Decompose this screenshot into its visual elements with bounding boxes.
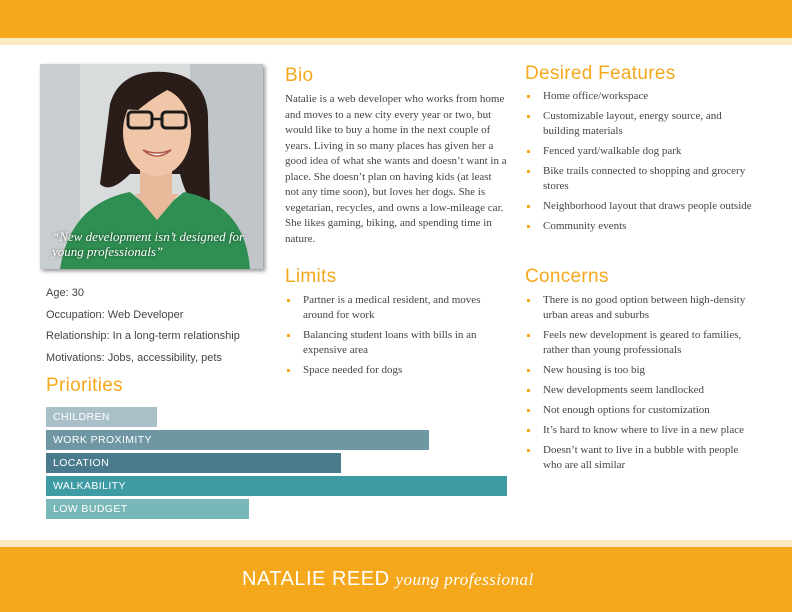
top-banner	[0, 0, 792, 38]
priorities-heading: Priorities	[46, 375, 123, 396]
bio-text: Natalie is a web developer who works from home and moves to a new city every year or two, but would like to buy a home in the next couple of years. Living in so many places has given her a good idea of what she wants and doesn’t want in a place. She doesn’t plan on having kids (at least not any time soon), but loves her dogs. She is vegetarian, recycles, and owns a low-mileage car. She likes gaming, biking, and spending time in nature.	[285, 93, 507, 245]
bottom-stripe	[0, 540, 792, 547]
fact-relationship: Relationship: In a long-term relationship	[46, 330, 240, 342]
top-stripe	[0, 38, 792, 45]
desired-features-heading: Desired Features	[525, 63, 676, 84]
persona-quote: “New development isn’t designed for young professionals”	[52, 229, 245, 259]
priority-bar-walkability: WALKABILITY	[46, 476, 507, 496]
priority-bar-work-proximity: WORK PROXIMITY	[46, 430, 429, 450]
list-item: Home office/workspace	[525, 89, 755, 104]
bio-heading: Bio	[285, 65, 314, 86]
list-item: Fenced yard/walkable dog park	[525, 144, 755, 159]
persona-name: NATALIE REED	[242, 568, 390, 590]
list-item: Doesn’t want to live in a bubble with people who are all similar	[525, 443, 755, 473]
list-item: Not enough options for customization	[525, 403, 755, 418]
fact-motivations: Motivations: Jobs, accessibility, pets	[46, 351, 222, 364]
list-item: Space needed for dogs	[285, 363, 510, 378]
persona-facts	[46, 283, 240, 369]
concerns-list	[525, 293, 755, 478]
list-item: Partner is a medical resident, and moves around for work	[285, 293, 510, 323]
list-item: Community events	[525, 219, 755, 234]
list-item: Bike trails connected to shopping and grocery stores	[525, 164, 755, 194]
priority-bar-location: LOCATION	[46, 453, 341, 473]
list-item: Customizable layout, energy source, and building materials	[525, 109, 755, 139]
priority-bar-children: CHILDREN	[46, 407, 157, 427]
limits-heading: Limits	[285, 266, 337, 287]
fact-occupation: Occupation: Web Developer	[46, 308, 184, 321]
limits-list	[285, 293, 510, 383]
desired-features-list	[525, 89, 755, 239]
persona-role: young professional	[395, 570, 534, 589]
list-item: New developments seem landlocked	[525, 383, 755, 398]
footer-persona-name	[242, 568, 534, 591]
list-item: Balancing student loans with bills in an expensive area	[285, 328, 510, 358]
list-item: It’s hard to know where to live in a new place	[525, 423, 755, 438]
list-item: There is no good option between high-density urban areas and suburbs	[525, 293, 755, 323]
fact-age: Age: 30	[46, 287, 84, 299]
list-item: New housing is too big	[525, 363, 755, 378]
concerns-heading: Concerns	[525, 266, 609, 287]
priority-bar-low-budget: LOW BUDGET	[46, 499, 249, 519]
list-item: Feels new development is geared to families, rather than young professionals	[525, 328, 755, 358]
list-item: Neighborhood layout that draws people outside	[525, 199, 755, 214]
